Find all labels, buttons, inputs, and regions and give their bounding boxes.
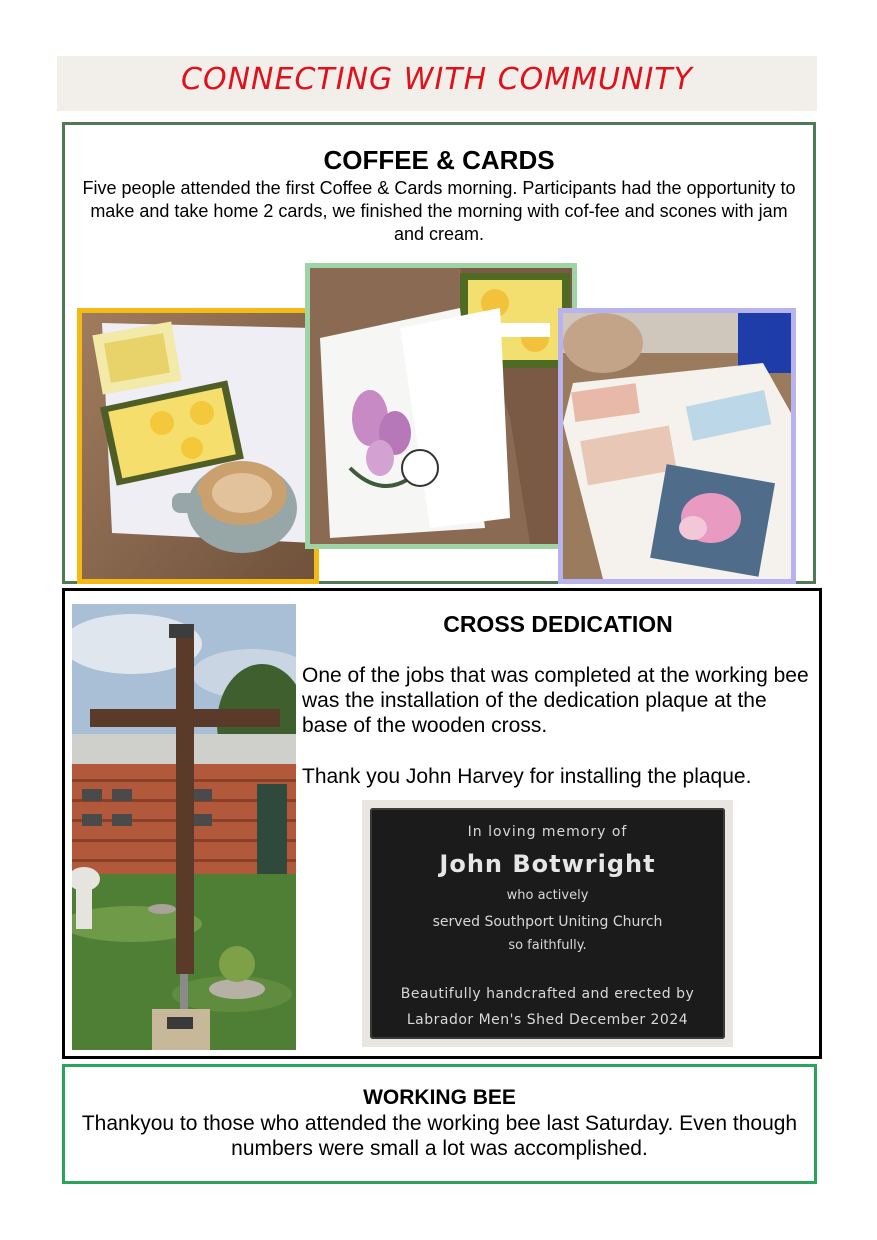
working-bee-title: WORKING BEE — [363, 1086, 516, 1109]
cross-dedication-section — [62, 588, 822, 1059]
header-banner — [57, 56, 817, 111]
page-title: CONNECTING WITH COMMUNITY — [181, 62, 693, 97]
plaque-line: Labrador Men's Shed December 2024 — [406, 1012, 689, 1028]
plaque-line: Beautifully handcrafted and erected by — [400, 986, 695, 1002]
plaque-line: who actively — [506, 888, 589, 903]
cross-dedication-paragraph-1: One of the jobs that was completed at the working bee was the installation of the dedication plaque at the base of the wooden cross. — [302, 664, 809, 737]
plaque-line: In loving memory of — [467, 824, 628, 840]
card-making-photo — [558, 308, 796, 584]
coffee-cup-cards-photo — [77, 308, 319, 584]
plaque-face — [370, 808, 725, 1039]
coffee-cards-title: COFFEE & CARDS — [323, 145, 555, 175]
cross-dedication-paragraph-2: Thank you John Harvey for installing the plaque. — [302, 765, 752, 788]
coffee-cards-section — [62, 122, 816, 584]
plaque-line: served Southport Uniting Church — [432, 914, 663, 930]
plaque-line: so faithfully. — [508, 938, 587, 953]
working-bee-text: Thankyou to those who attended the working bee last Saturday. Even though numbers were small a lot was accomplished. — [81, 1112, 798, 1160]
wooden-cross-photo — [72, 604, 296, 1050]
dedication-plaque-photo — [362, 800, 733, 1047]
thank-you-card-photo — [305, 263, 577, 549]
coffee-cards-text: Five people attended the first Coffee & Cards morning. Participants had the opportunity to make and take home 2 cards, we finished the morning with cof-fee and scones with jam and cream. — [82, 178, 796, 244]
plaque-name: John Botwright — [439, 850, 656, 878]
cross-dedication-title: CROSS DEDICATION — [443, 611, 673, 637]
working-bee-section — [62, 1064, 817, 1184]
